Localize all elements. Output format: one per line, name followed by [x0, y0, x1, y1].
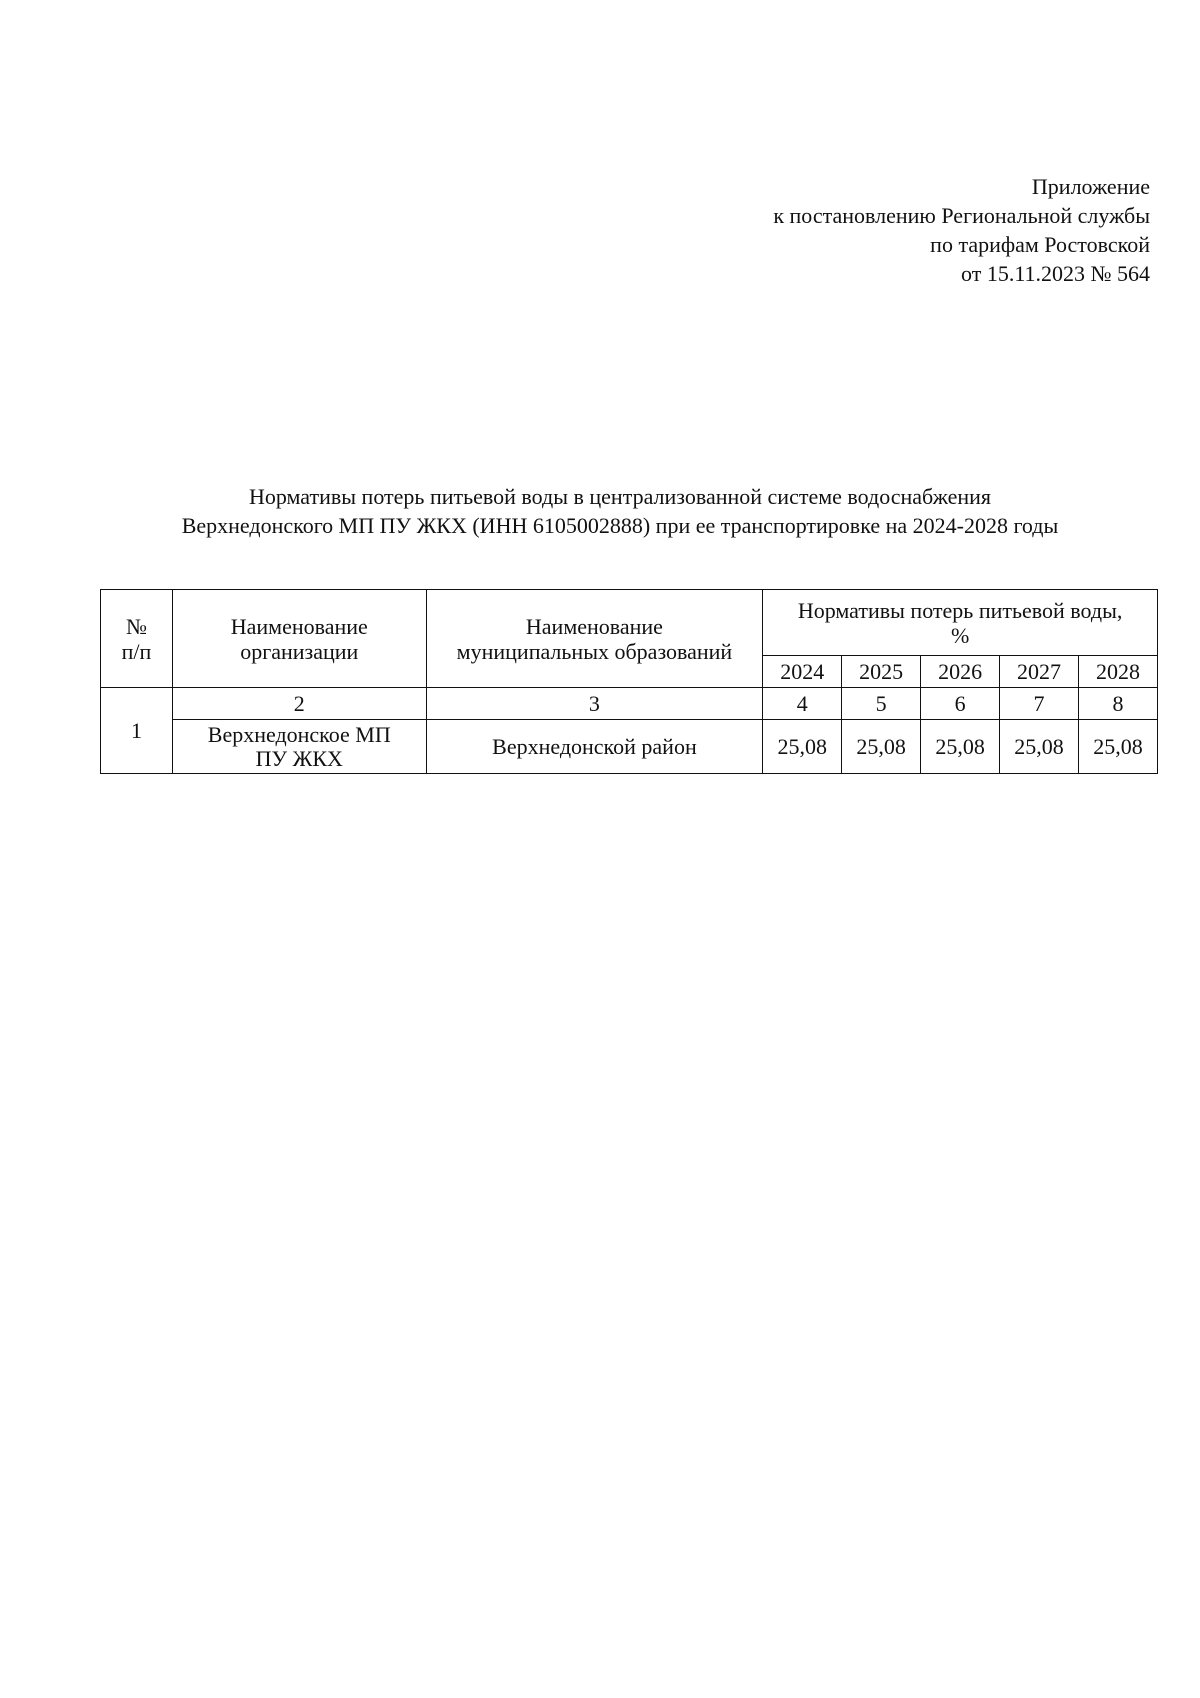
header-organization: Наименование организации: [172, 590, 426, 688]
value-cell: 25,08: [763, 720, 842, 774]
column-number: 3: [426, 688, 763, 720]
header-municipality: Наименование муниципальных образований: [426, 590, 763, 688]
header-norms: Нормативы потерь питьевой воды, %: [763, 590, 1158, 656]
appendix-line: по тарифам Ростовской: [930, 232, 1150, 257]
header-num: № п/п: [101, 590, 173, 688]
column-number: 6: [921, 688, 1000, 720]
year-cell: 2028: [1078, 656, 1157, 688]
document-title: [100, 482, 1140, 540]
organization-cell: Верхнедонское МП ПУ ЖКХ: [172, 720, 426, 774]
municipality-cell: Верхнедонской район: [426, 720, 763, 774]
header-row: [101, 590, 1158, 656]
column-number: 8: [1078, 688, 1157, 720]
column-number: 4: [763, 688, 842, 720]
table-row: [101, 720, 1158, 774]
appendix-line: Приложение: [1031, 174, 1150, 199]
column-number: 5: [842, 688, 921, 720]
appendix-line: от 15.11.2023 № 564: [961, 261, 1150, 286]
norms-table: [100, 589, 1158, 774]
appendix-line: к постановлению Региональной службы: [773, 203, 1150, 228]
year-cell: 2024: [763, 656, 842, 688]
title-line: Нормативы потерь питьевой воды в централизованной системе водоснабжения: [248, 484, 992, 509]
column-numbers-row: [101, 688, 1158, 720]
value-cell: 25,08: [1000, 720, 1079, 774]
year-cell: 2025: [842, 656, 921, 688]
value-cell: 25,08: [842, 720, 921, 774]
title-line: Верхнедонского МП ПУ ЖКХ (ИНН 6105002888) при ее транспортировке на 2024-2028 годы: [181, 513, 1059, 538]
year-cell: 2026: [921, 656, 1000, 688]
value-cell: 25,08: [1078, 720, 1157, 774]
appendix-header: [773, 172, 1150, 288]
column-number: 7: [1000, 688, 1079, 720]
year-cell: 2027: [1000, 656, 1079, 688]
value-cell: 25,08: [921, 720, 1000, 774]
column-number: 2: [172, 688, 426, 720]
row-number: 1: [101, 688, 173, 774]
